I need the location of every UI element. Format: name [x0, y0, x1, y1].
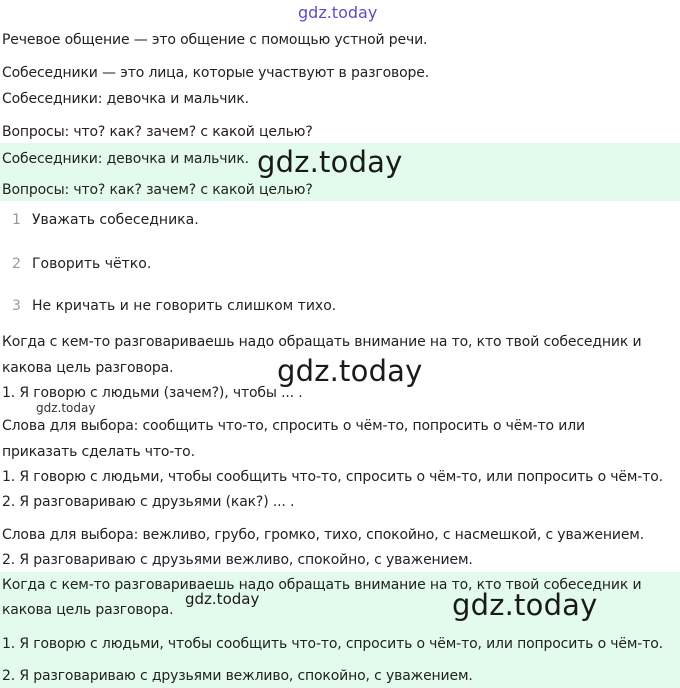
- answer-questions: Вопросы: что? как? зачем? с какой целью?: [2, 182, 313, 198]
- answer-attention-1: Когда с кем-то разговариваешь надо обращать внимание на то, кто твой собеседник и: [2, 577, 642, 593]
- watermark-1: gdz.today: [257, 145, 403, 179]
- watermark-2: gdz.today: [277, 354, 423, 388]
- choice-words-2: Слова для выбора: вежливо, грубо, громко, тихо, спокойно, с насмешкой, с уважением.: [2, 527, 645, 543]
- answer-attention-2: какова цель разговора.: [2, 602, 174, 618]
- rule-item-3: Не кричать и не говорить слишком тихо.: [32, 298, 337, 314]
- rule-number-2: 2: [12, 256, 21, 272]
- answer-task-1: 1. Я говорю с людьми, чтобы сообщить что-то, спросить о чём-то, или попросить о чём-то.: [2, 469, 663, 485]
- answer-final-2: 2. Я разговариваю с друзьями вежливо, спокойно, с уважением.: [2, 668, 473, 684]
- definition-speech: Речевое общение — это общение с помощью устной речи.: [2, 32, 428, 48]
- watermark-4: gdz.today: [185, 590, 260, 608]
- paragraph-attention-1: Когда с кем-то разговариваешь надо обращать внимание на то, кто твой собеседник и: [2, 334, 642, 350]
- answer-task-2: 2. Я разговариваю с друзьями вежливо, спокойно, с уважением.: [2, 552, 473, 568]
- questions-line: Вопросы: что? как? зачем? с какой целью?: [2, 124, 313, 140]
- rule-item-2: Говорить чётко.: [32, 256, 152, 272]
- task-2-line: 2. Я разговариваю с друзьями (как?) ... .: [2, 494, 295, 510]
- paragraph-attention-2: какова цель разговора.: [2, 360, 174, 376]
- watermark-5: gdz.today: [452, 588, 598, 622]
- choice-words-1a: Слова для выбора: сообщить что-то, спросить о чём-то, попросить о чём-то или: [2, 418, 585, 434]
- watermark-top: gdz.today: [298, 3, 378, 22]
- interlocutors-line: Собеседники: девочка и мальчик.: [2, 91, 249, 107]
- rule-number-3: 3: [12, 298, 21, 314]
- rule-item-1: Уважать собеседника.: [32, 212, 199, 228]
- task-1-line: 1. Я говорю с людьми (зачем?), чтобы ... .: [2, 385, 303, 401]
- choice-words-1b: приказать сделать что-то.: [2, 444, 195, 460]
- definition-interlocutors: Собеседники — это лица, которые участвуют в разговоре.: [2, 65, 430, 81]
- watermark-3: gdz.today: [36, 401, 96, 415]
- answer-final-1: 1. Я говорю с людьми, чтобы сообщить что-то, спросить о чём-то, или попросить о чём-то.: [2, 636, 663, 652]
- rule-number-1: 1: [12, 212, 21, 228]
- answer-interlocutors: Собеседники: девочка и мальчик.: [2, 151, 249, 167]
